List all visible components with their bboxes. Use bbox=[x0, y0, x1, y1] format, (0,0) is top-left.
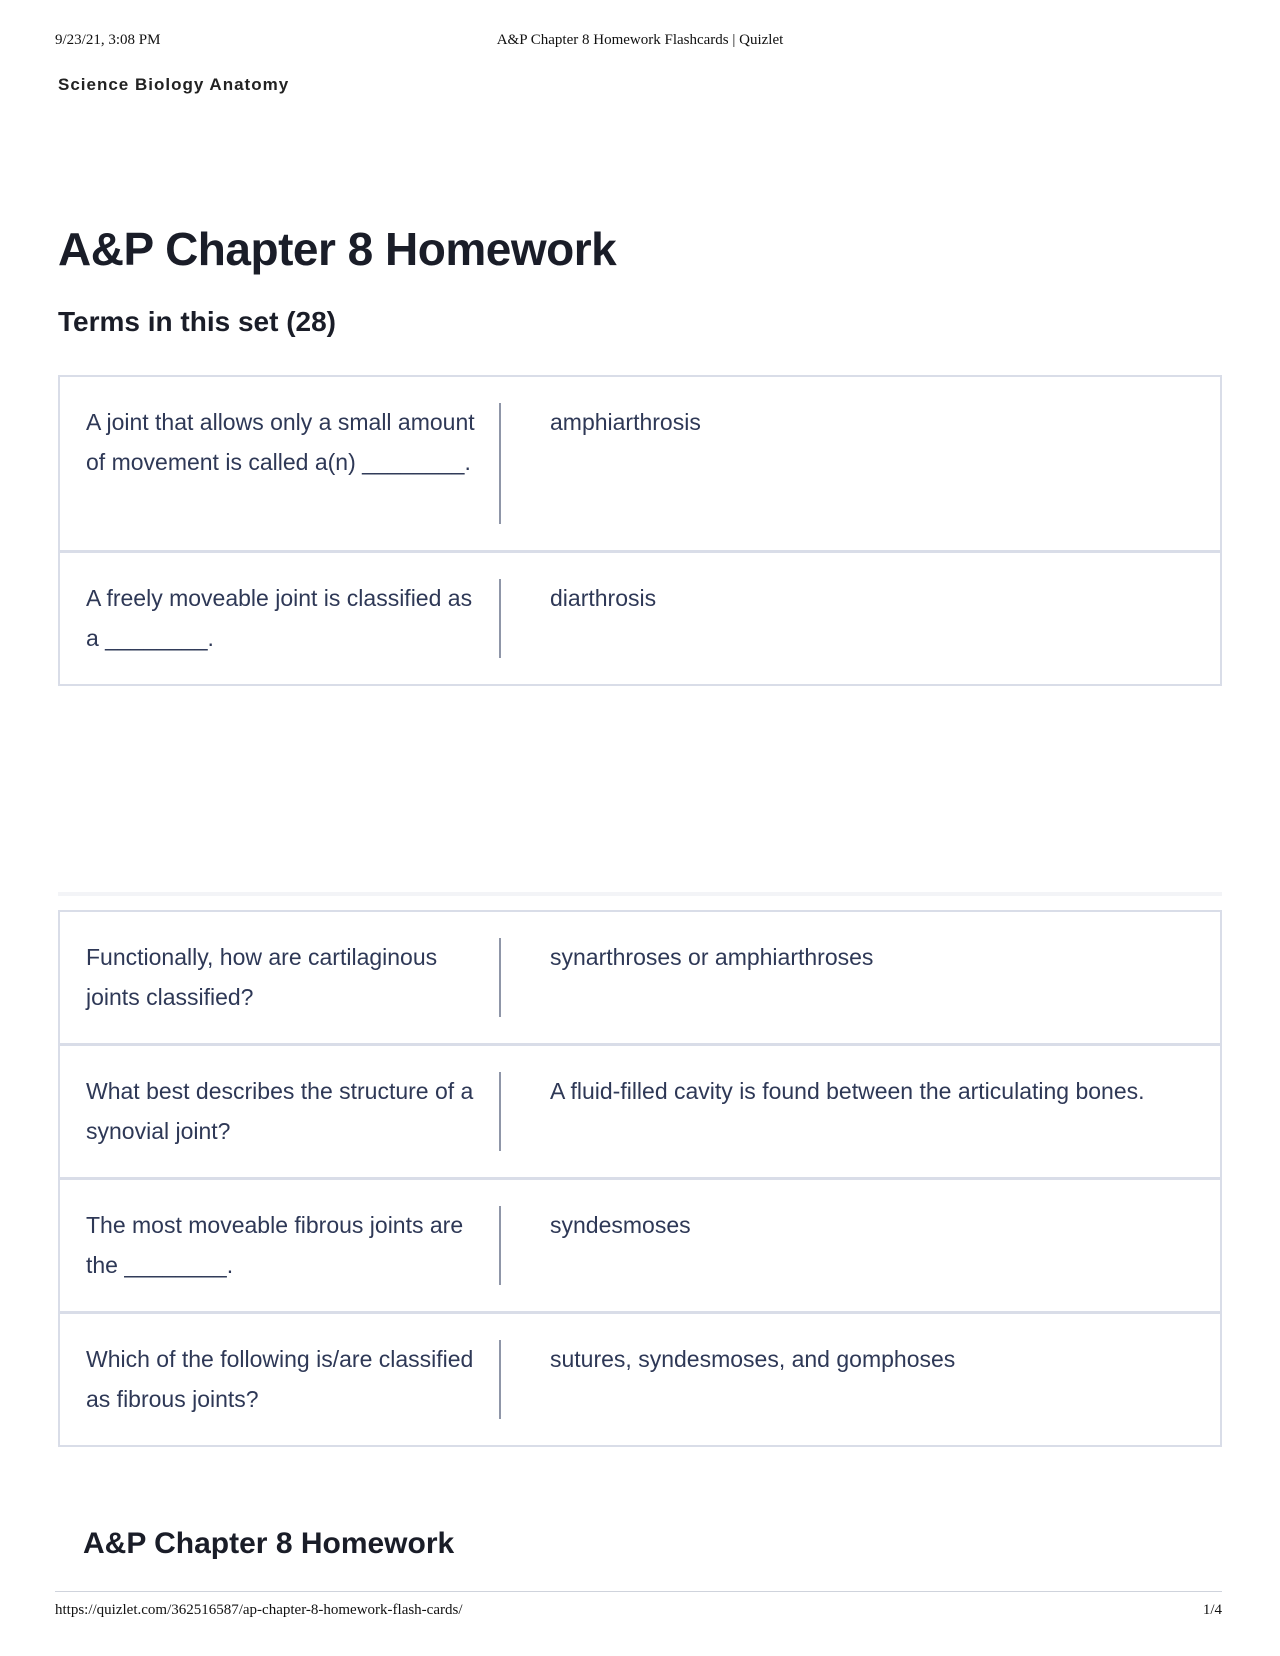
terms-count-heading: Terms in this set (28) bbox=[58, 306, 337, 337]
flashcard-term: A joint that allows only a small amount of movement is called a(n) ________. bbox=[86, 409, 475, 475]
flashcard-row bbox=[60, 1311, 1220, 1445]
flashcard-term: Which of the following is/are classified as fibrous joints? bbox=[86, 1346, 474, 1412]
flashcard-divider bbox=[499, 938, 501, 1017]
flashcard-term: A freely moveable joint is classified as a ________. bbox=[86, 585, 473, 651]
flashcard-divider bbox=[499, 1340, 501, 1419]
print-url: https://quizlet.com/362516587/ap-chapter-8-homework-flash-cards/ bbox=[55, 1602, 463, 1618]
page-number: 1/4 bbox=[1202, 1602, 1222, 1618]
page-title: A&P Chapter 8 Homework bbox=[58, 223, 617, 275]
flashcard-definition: syndesmoses bbox=[550, 1212, 691, 1238]
flashcard-definition: A fluid-filled cavity is found between the articulating bones. bbox=[550, 1078, 1145, 1104]
flashcard-term: Functionally, how are cartilaginous joints classified? bbox=[86, 944, 438, 1010]
flashcard-row bbox=[60, 1043, 1220, 1177]
flashcard-divider bbox=[499, 1072, 501, 1151]
print-header bbox=[55, 32, 1225, 52]
flashcard-row bbox=[60, 912, 1220, 1043]
flashcard-row bbox=[60, 550, 1220, 684]
flashcard-definition: amphiarthrosis bbox=[550, 409, 701, 435]
set-title-footer: A&P Chapter 8 Homework bbox=[83, 1527, 455, 1560]
flashcard-term: What best describes the structure of a synovial joint? bbox=[86, 1078, 474, 1144]
flashcard-divider bbox=[499, 403, 501, 524]
section-separator bbox=[58, 892, 1222, 896]
flashcard-definition: synarthroses or amphiarthroses bbox=[550, 944, 874, 970]
print-doc-title: A&P Chapter 8 Homework Flashcards | Quizlet bbox=[496, 32, 784, 48]
print-datetime: 9/23/21, 3:08 PM bbox=[55, 32, 161, 48]
flashcard-list bbox=[58, 375, 1222, 686]
breadcrumb[interactable]: Science Biology Anatomy bbox=[58, 75, 290, 94]
flashcard-definition: diarthrosis bbox=[550, 585, 657, 611]
flashcard-list bbox=[58, 910, 1222, 1447]
flashcard-row bbox=[60, 377, 1220, 550]
footer-rule bbox=[55, 1591, 1222, 1592]
flashcard-divider bbox=[499, 579, 501, 658]
flashcard-definition: sutures, syndesmoses, and gomphoses bbox=[550, 1346, 956, 1372]
flashcard-term: The most moveable fibrous joints are the ________. bbox=[86, 1212, 464, 1278]
flashcard-row bbox=[60, 1177, 1220, 1311]
flashcard-divider bbox=[499, 1206, 501, 1285]
